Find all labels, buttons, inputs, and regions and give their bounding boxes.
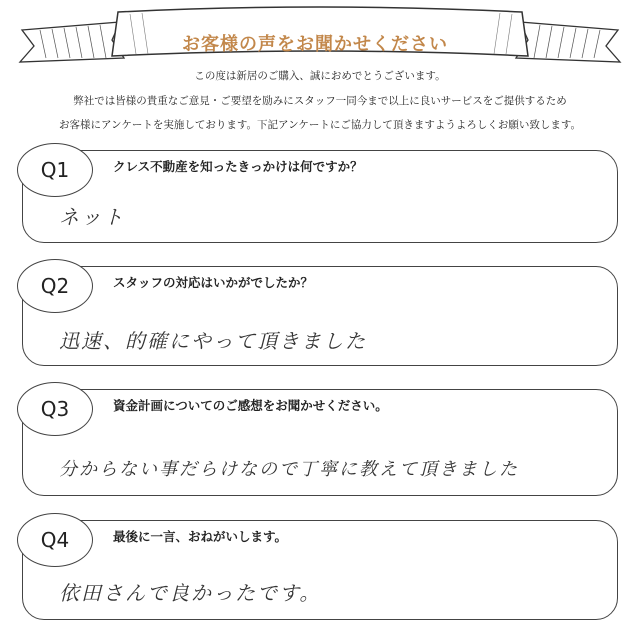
question-text-4: 最後に一言、おねがいします。: [113, 529, 288, 544]
intro-line-2: 弊社では皆様の貴重なご意見・ご要望を励みにスタッフ一同今まで以上に良いサービスをご提供するため: [73, 95, 567, 107]
answer-text-3: 分からない事だらけなので丁寧に教えて頂きました: [59, 459, 519, 480]
answer-text-4: 依田さんで良かったです。: [59, 581, 322, 605]
question-text-2: スタッフの対応はいかがでしたか？: [113, 275, 314, 290]
question-text-1: クレス不動産を知ったきっかけは何ですか？: [113, 159, 363, 174]
question-box-3: [22, 389, 618, 496]
banner-ribbon: [0, 0, 640, 66]
question-number-4: Q4: [17, 513, 93, 567]
answer-text-1: ネット: [59, 205, 125, 229]
intro-line-3: お客様にアンケートを実施しております。下記アンケートにご協力して頂きますようよろしくお願い致します。: [58, 119, 582, 131]
question-number-3: Q3: [17, 382, 93, 436]
intro-line-1: この度は新居のご購入、誠におめでとうございます。: [194, 70, 446, 82]
question-box-2: [22, 266, 618, 366]
question-box-1: [22, 150, 618, 243]
answer-text-2: 迅速、的確にやって頂きました: [59, 329, 367, 353]
question-number-2: Q2: [17, 259, 93, 313]
question-number-1: Q1: [17, 143, 93, 197]
question-text-3: 資金計画についてのご感想をお聞かせください。: [113, 398, 388, 413]
survey-title: お客様の声をお聞かせください: [182, 34, 448, 55]
question-box-4: [22, 520, 618, 620]
